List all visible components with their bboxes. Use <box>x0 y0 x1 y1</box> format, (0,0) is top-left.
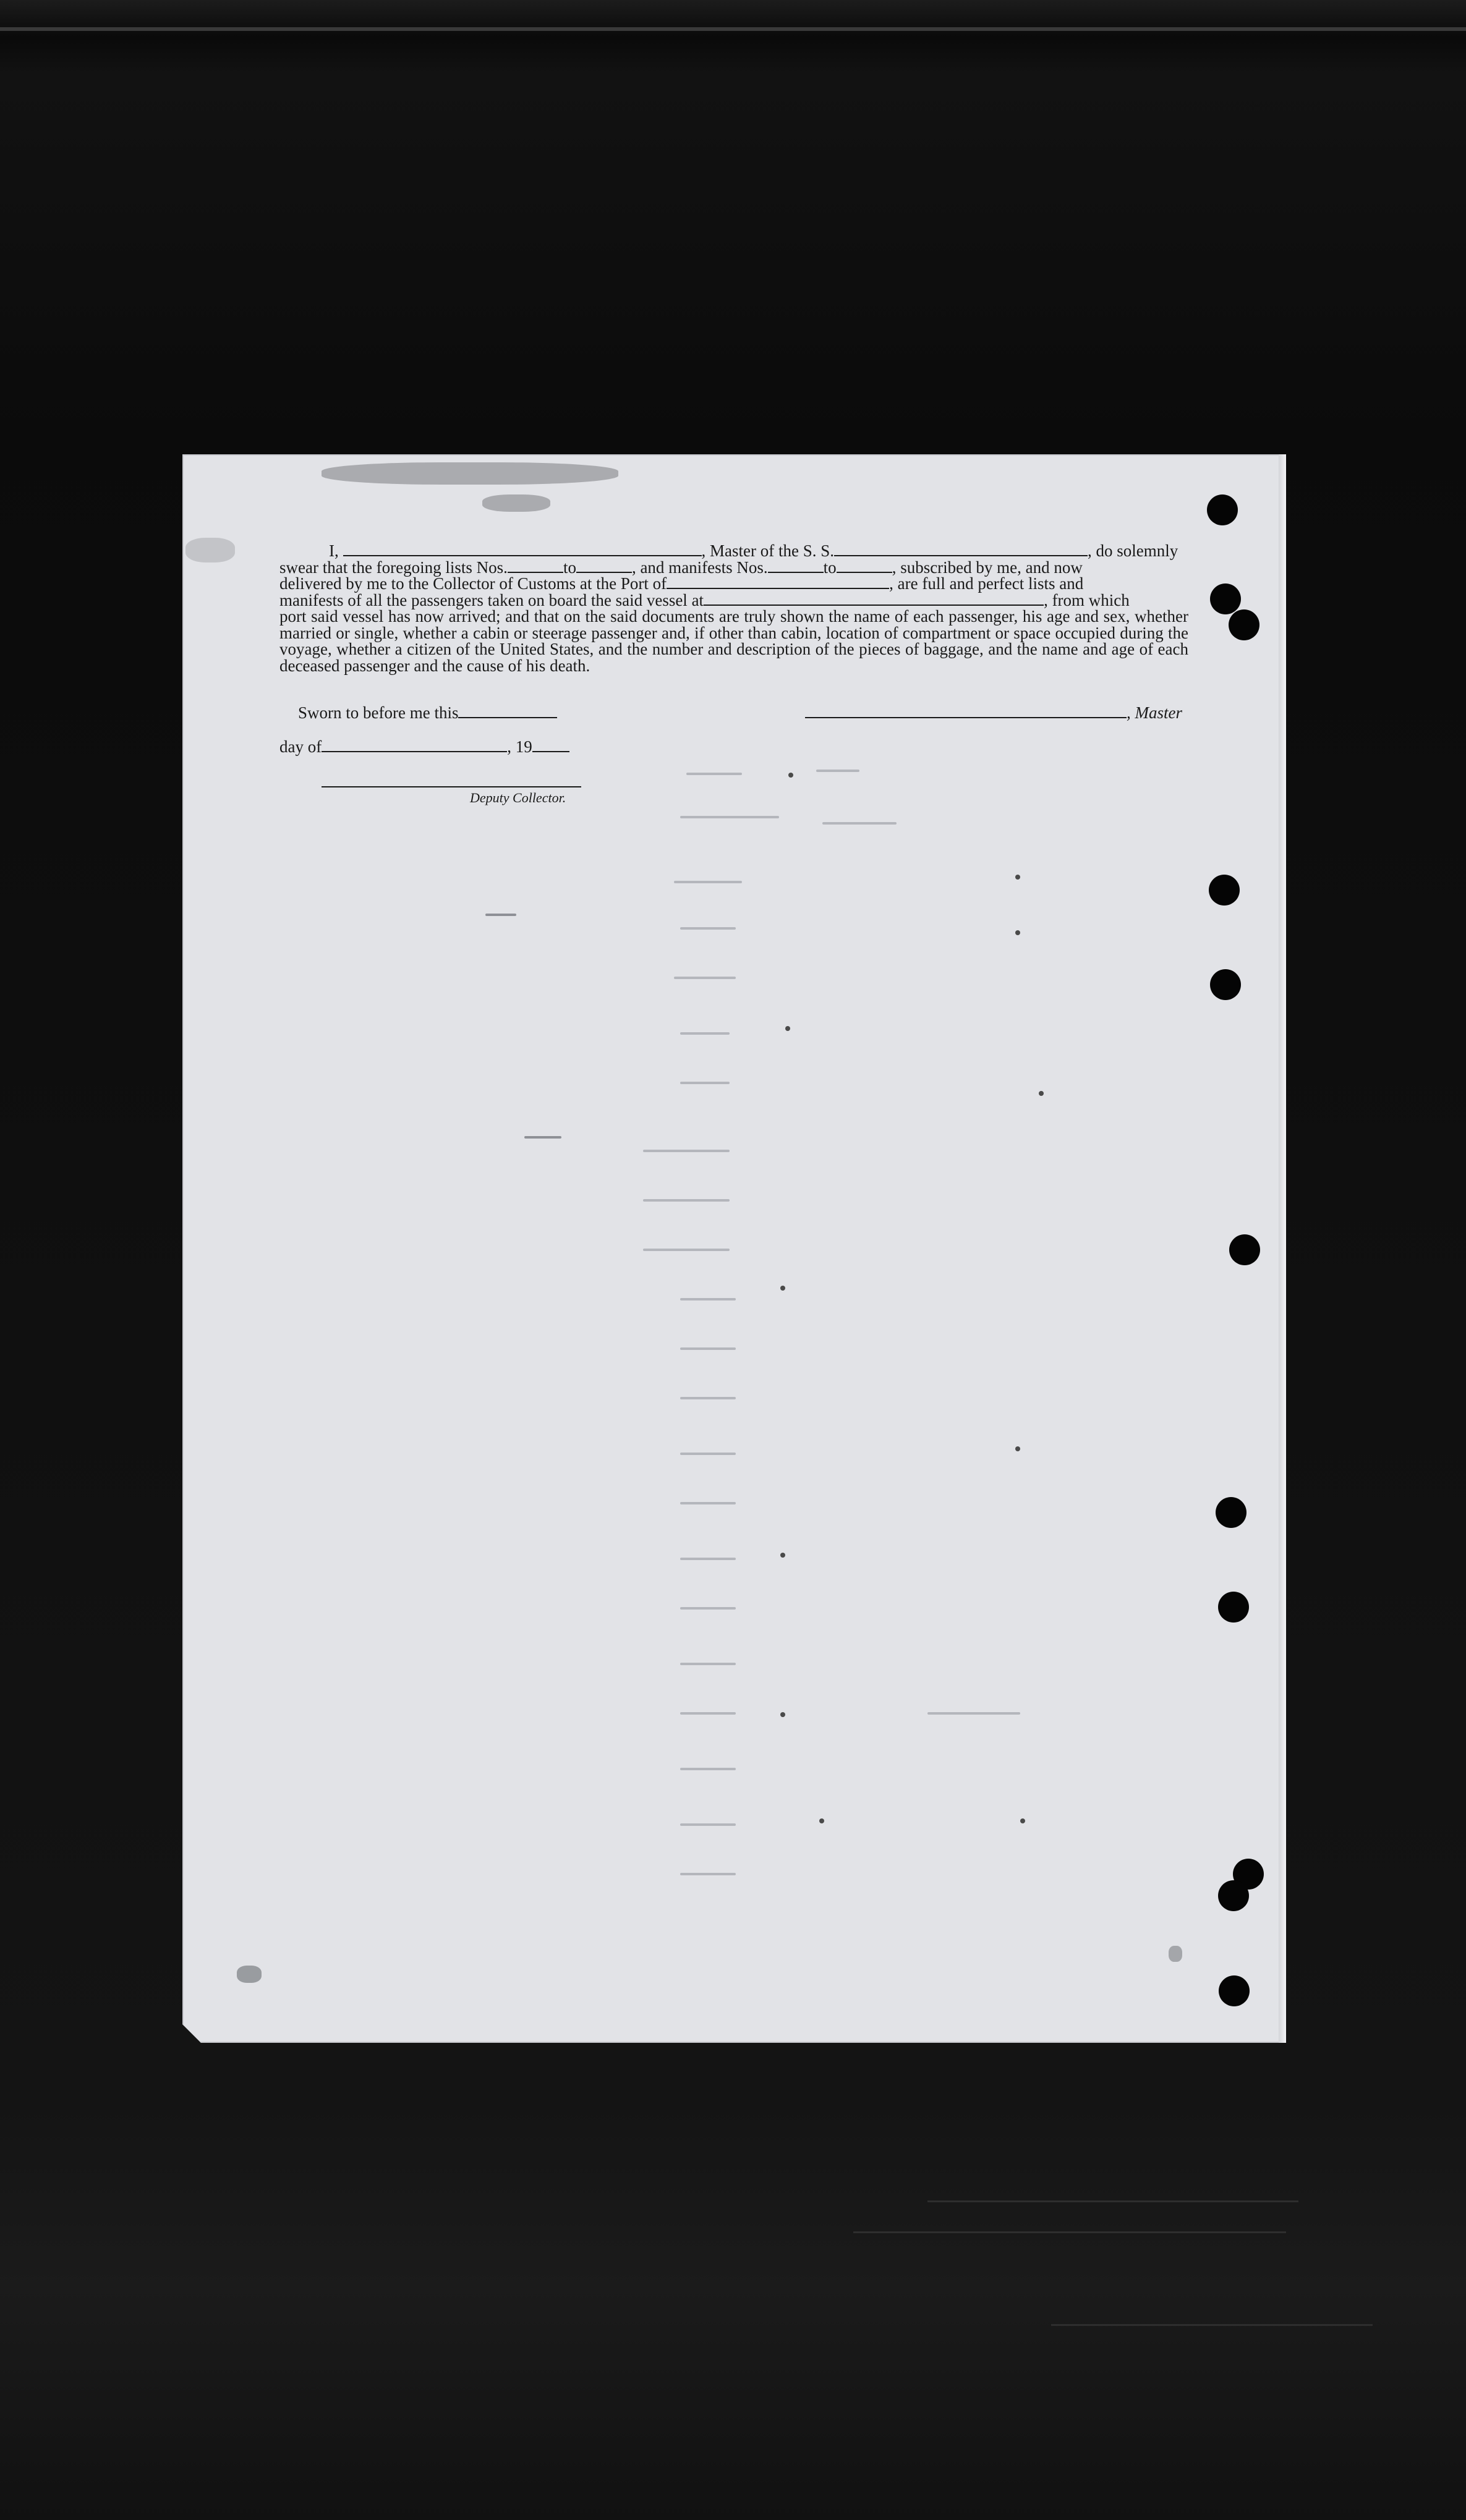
ink-dot <box>788 773 793 778</box>
punch-hole <box>1218 1592 1249 1623</box>
scan-streak <box>927 2200 1298 2202</box>
punch-hole <box>1210 969 1241 1000</box>
bleed-through-mark <box>680 1082 730 1084</box>
punch-hole <box>1218 1880 1249 1911</box>
from-which-text: , from which <box>1044 590 1130 609</box>
bleed-through-mark <box>927 1712 1020 1715</box>
bleed-through-mark <box>680 1712 736 1715</box>
oath-i: I, <box>329 541 339 560</box>
day-of-text: day of <box>279 737 322 756</box>
master-label: , Master <box>1127 703 1182 722</box>
oath-line-1 <box>279 543 1188 559</box>
manifests-all-text: manifests of all the passengers taken on board the said vessel at <box>279 590 704 609</box>
master-name-field[interactable] <box>343 544 702 556</box>
bleed-through-mark <box>674 977 736 979</box>
bleed-through-mark <box>680 1347 736 1350</box>
port-field[interactable] <box>667 577 889 589</box>
master-of-ss-text: , Master of the S. S. <box>701 541 834 560</box>
oath-body-text: port said vessel has now arrived; and that on the said documents are truly shown the name of each passenger, his age and sex, whether married or single, whether a cabin or steerage passenger and, if other than cabin, location of compartment or space occupied during the voyage, whether a citizen of the United States, and the number and description of the pieces of baggage, and the name and age of each deceased passenger and the cause of his death. <box>279 607 1188 675</box>
punch-hole <box>1209 875 1240 906</box>
lists-to-field[interactable] <box>576 561 632 573</box>
deputy-collector-label: Deputy Collector. <box>470 790 566 805</box>
full-perfect-text: , are full and perfect lists and <box>889 574 1084 593</box>
paper-smudge <box>322 462 618 485</box>
ink-dot <box>780 1286 785 1291</box>
page-edge <box>1279 454 1286 2043</box>
bleed-through-mark <box>674 881 742 883</box>
bleed-through-mark <box>816 770 859 772</box>
bleed-through-mark <box>822 822 897 825</box>
swear-text: swear that the foregoing lists Nos. <box>279 558 508 577</box>
bleed-through-mark <box>643 1199 730 1202</box>
lists-from-field[interactable] <box>508 561 563 573</box>
ink-dot <box>780 1712 785 1717</box>
paper-smudge <box>482 494 550 512</box>
sworn-text: Sworn to before me this <box>298 703 459 722</box>
bleed-through-mark <box>524 1136 561 1139</box>
year-field[interactable] <box>532 740 569 752</box>
bleed-through-mark <box>680 1768 736 1770</box>
and-manifests-text: , and manifests Nos. <box>631 558 768 577</box>
paper-smudge <box>1169 1946 1182 1962</box>
day-of-line <box>279 737 569 757</box>
bleed-through-mark <box>680 1453 736 1455</box>
oath-line-3 <box>279 575 1188 592</box>
bleed-through-mark <box>680 816 779 818</box>
bleed-through-mark <box>686 773 742 775</box>
ink-dot <box>819 1818 824 1823</box>
ink-dot <box>780 1553 785 1558</box>
oath-paragraph <box>279 543 1188 674</box>
to-text-1: to <box>563 558 576 577</box>
sworn-line <box>298 703 557 723</box>
ink-dot <box>1020 1818 1025 1823</box>
bleed-through-mark <box>680 1823 736 1826</box>
month-field[interactable] <box>322 740 507 752</box>
oath-line-4 <box>279 592 1188 609</box>
scanner-edge-line <box>0 27 1466 31</box>
year-prefix-text: , 19 <box>507 737 532 756</box>
bleed-through-mark <box>643 1249 730 1251</box>
bleed-through-mark <box>680 1032 730 1035</box>
punch-hole <box>1210 583 1241 614</box>
bleed-through-mark <box>485 914 516 916</box>
bleed-through-mark <box>680 1607 736 1610</box>
punch-hole <box>1229 609 1259 640</box>
subscribed-text: , subscribed by me, and now <box>892 558 1083 577</box>
vessel-name-field[interactable] <box>834 544 1088 556</box>
punch-hole <box>1219 1975 1250 2006</box>
ink-dot <box>785 1026 790 1031</box>
manifests-to-field[interactable] <box>837 561 892 573</box>
do-solemnly-text: , do solemnly <box>1087 541 1178 560</box>
embarkation-port-field[interactable] <box>704 593 1044 606</box>
ink-dot <box>1015 875 1020 880</box>
sworn-day-field[interactable] <box>458 706 557 718</box>
master-signature-line[interactable] <box>805 717 1127 718</box>
bleed-through-mark <box>643 1150 730 1152</box>
bleed-through-mark <box>680 1873 736 1875</box>
paper-smudge <box>237 1966 262 1983</box>
to-text-2: to <box>823 558 837 577</box>
punch-hole <box>1216 1497 1247 1528</box>
manifests-from-field[interactable] <box>768 561 824 573</box>
deputy-collector-signature-line[interactable] <box>322 786 581 787</box>
bleed-through-mark <box>680 1502 736 1504</box>
bleed-through-mark <box>680 927 736 930</box>
bleed-through-mark <box>680 1663 736 1665</box>
paper-smudge <box>185 538 235 562</box>
oath-line-2 <box>279 559 1188 576</box>
punch-hole <box>1229 1234 1260 1265</box>
delivered-text: delivered by me to the Collector of Customs at the Port of <box>279 574 667 593</box>
bleed-through-mark <box>680 1298 736 1300</box>
document-page <box>182 454 1286 2043</box>
bleed-through-mark <box>680 1558 736 1560</box>
ink-dot <box>1015 1446 1020 1451</box>
bleed-through-mark <box>680 1397 736 1399</box>
scan-streak <box>853 2231 1286 2233</box>
ink-dot <box>1039 1091 1044 1096</box>
punch-hole <box>1207 494 1238 525</box>
ink-dot <box>1015 930 1020 935</box>
scan-streak <box>1051 2324 1373 2326</box>
